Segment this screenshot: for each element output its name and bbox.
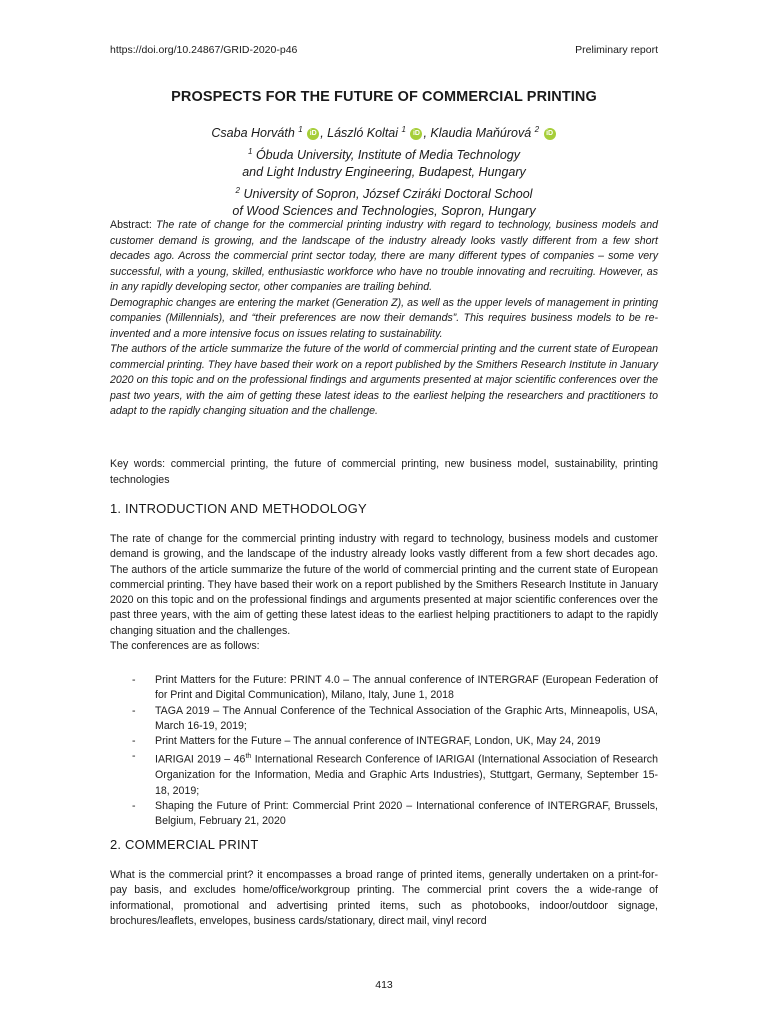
list-item: - Shaping the Future of Print: Commercial Print 2020 – International conference of INTERGRAF, Brussels, Belgium, February 21, 2020	[132, 799, 658, 828]
author-sep: ,	[320, 126, 328, 141]
list-item: - TAGA 2019 – The Annual Conference of the Technical Association of the Graphic Arts, Minneapolis, USA, March 16-19, 2019;	[132, 704, 658, 732]
section-heading: 1. INTRODUCTION AND METHODOLOGY	[110, 501, 367, 516]
list-marker: -	[132, 704, 136, 717]
keywords-label: Key words:	[110, 458, 166, 470]
abstract-paragraph: Demographic changes are entering the market (Generation Z), as well as the upper levels of management in printing companies (Millennials), and “their preferences are now their demands”. This requires business models to be re-invented and a more intensive focus on issues relating to sustainability.	[110, 296, 658, 340]
abstract-paragraph: The authors of the article summarize the future of the world of commercial printing and the current state of European commercial printing. They have based their work on a report published by the Smithers Research Institute in January 2020 on this topic and on the professional findings and arguments presented at major scientific conferences over the past two years, with the aim of getting these latest ideas to the earliest helping the researchers and practitioners to adapt to the rapidly changing situation and the challenge.	[110, 343, 658, 417]
list-marker: -	[132, 750, 136, 763]
section-body	[110, 868, 658, 929]
body-paragraph: The rate of change for the commercial printing industry with regard to technology, business models and customer demand is growing, and the landscape of the industry already looks vastly different from a few short decades ago. The authors of the article summarize the future of the world of commercial printing and the current state of European commercial printing. They have based their work on a report published by the Smithers Research Institute in January 2020 on this topic and on the professional findings and arguments presented at major scientific conferences over the past three years, with the aim of getting these latest ideas to the earliest helping practitioners to adapt to the rapidly changing situation and the challenges.	[110, 533, 658, 637]
running-header	[110, 44, 658, 60]
section-body	[110, 532, 658, 654]
abstract-paragraph	[110, 218, 658, 296]
author-affil: 1	[401, 125, 406, 134]
list-marker: -	[132, 799, 136, 812]
keywords-text: commercial printing, the future of commercial printing, new business model, sustainability, printing technologies	[110, 458, 658, 486]
affiliation-2	[0, 182, 768, 204]
section-heading: 2. COMMERCIAL PRINT	[110, 837, 259, 852]
abstract-section	[110, 218, 658, 420]
affil-line-cont: of Wood Sciences and Technologies, Sopron, Hungary	[232, 204, 536, 219]
affil-number: 1	[248, 146, 253, 156]
author-sep: ,	[423, 126, 431, 141]
abstract-text: The rate of change for the commercial printing industry with regard to technology, business models and customer demand is growing, and the landscape of the industry already looks vastly different from a few short decades ago. Across the commercial print sector today, there are many different types of companies – some very successful, with a young, skilled, enthusiastic workforce who have no trouble innovating and recruiting. However, as in any rapidly developing sector, other companies are trailing behind.	[110, 219, 658, 293]
list-item: - Print Matters for the Future: PRINT 4.0 – The annual conference of INTERGRAF (European Federation of for Print and Digital Communication), Milano, Italy, June 1, 2018	[132, 674, 658, 702]
authors-block	[0, 121, 768, 221]
author-affil: 2	[534, 125, 540, 134]
author-name: Klaudia Maňúrová	[430, 126, 532, 141]
orcid-icon[interactable]: iD	[544, 128, 556, 140]
body-paragraph: What is the commercial print? it encompasses a broad range of printed items, generally undertaken on a print-for-pay basis, and excludes home/office/workgroup printing. The commercial print covers the a wide-range of informational, promotional and advertising printed items, such as photobooks, indoor/outdoor signage, brochures/leaflets, envelopes, business cards/stationary, direct mail, vinyl record	[110, 869, 658, 927]
affil-number: 2	[235, 185, 240, 195]
abstract-label: Abstract:	[110, 219, 152, 231]
affil-line-cont: and Light Industry Engineering, Budapest, Hungary	[242, 165, 526, 180]
orcid-icon[interactable]: iD	[410, 128, 422, 140]
conference-list	[110, 673, 658, 830]
list-marker: -	[132, 674, 136, 686]
list-item: - IARIGAI 2019 – 46th International Research Conference of IARIGAI (International Association of Research Organization for the Information, Media and Graphic Arts Industries), Stuttgart, Germany, September 15-18, 2019;	[132, 750, 658, 797]
paper-title: PROSPECTS FOR THE FUTURE OF COMMERCIAL PRINTING	[171, 89, 597, 105]
affil-line: Óbuda University, Institute of Media Technology	[255, 147, 520, 162]
author-line	[0, 121, 768, 143]
page-number: 413	[375, 979, 393, 991]
orcid-icon[interactable]: iD	[307, 128, 319, 140]
keywords-section	[110, 457, 658, 488]
affiliation-1	[0, 143, 768, 165]
list-marker: -	[132, 735, 136, 748]
doi-link[interactable]: https://doi.org/10.24867/GRID-2020-p46	[110, 44, 298, 56]
author-name: Csaba Horváth	[211, 126, 295, 141]
author-affil: 1	[298, 125, 303, 134]
affil-line: University of Sopron, József Cziráki Doctoral School	[243, 186, 533, 201]
author-name: László Koltai	[327, 126, 399, 141]
report-type: Preliminary report	[575, 44, 658, 56]
body-paragraph: The conferences are as follows:	[110, 640, 260, 653]
list-item: - Print Matters for the Future – The annual conference of INTEGRAF, London, UK, May 24, 2019	[110, 734, 658, 749]
